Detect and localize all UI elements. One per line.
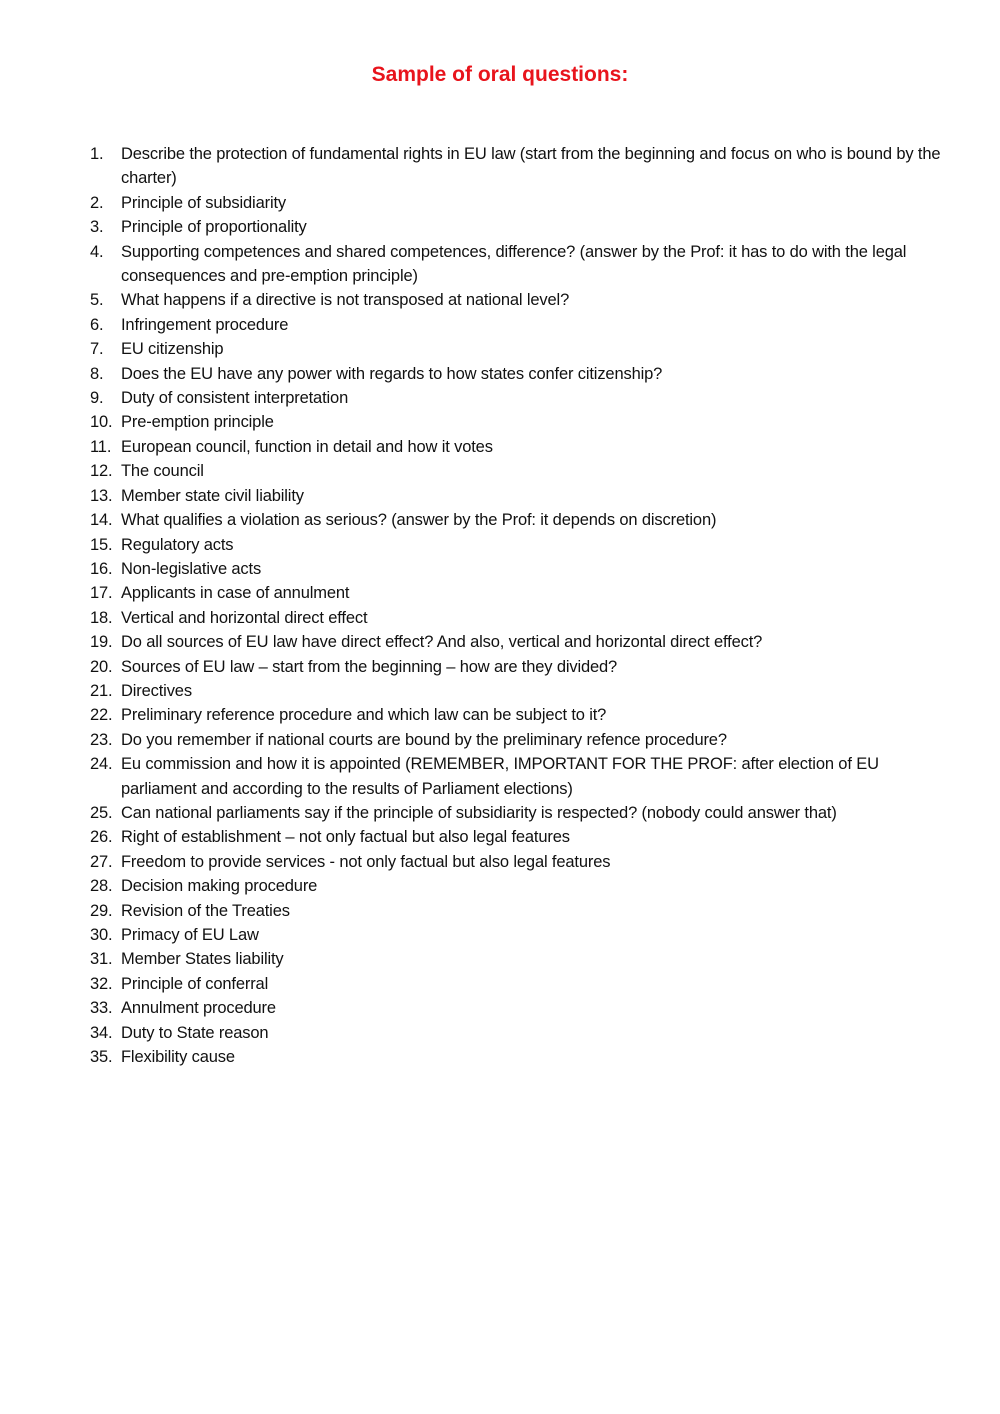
list-item (0, 996, 1000, 1020)
list-item-number: 29. (90, 901, 113, 920)
list-item-number: 7. (90, 340, 104, 359)
list-item-number: 22. (90, 706, 113, 725)
list-item-number: 31. (90, 950, 113, 969)
list-item (0, 947, 1000, 971)
list-item-number: 33. (90, 999, 113, 1018)
list-item (0, 752, 1000, 801)
list-item (0, 313, 1000, 337)
list-item-number: 16. (90, 559, 113, 578)
list-item-number: 34. (90, 1023, 113, 1042)
list-item (0, 484, 1000, 508)
list-item-text: Freedom to provide services - not only factual but also legal features (121, 852, 611, 871)
list-item-text: Revision of the Treaties (121, 901, 290, 920)
list-item-number: 5. (90, 291, 104, 310)
list-item-number: 12. (90, 462, 113, 481)
list-item-text: Describe the protection of fundamental rights in EU law (start from the beginning and focus on who is bound by the charter) (121, 145, 941, 188)
list-item-text: Do you remember if national courts are bound by the preliminary refence procedure? (121, 730, 727, 749)
list-item-text: Pre-emption principle (121, 413, 274, 432)
list-item-text: Non-legislative acts (121, 559, 262, 578)
list-item-number: 27. (90, 852, 113, 871)
list-item-text: Primacy of EU Law (121, 926, 259, 944)
list-item-number: 15. (90, 535, 113, 554)
list-item-number: 6. (90, 315, 104, 334)
list-item-text: Can national parliaments say if the principle of subsidiarity is respected? (nobody could answer that) (121, 803, 837, 822)
list-item-text: Does the EU have any power with regards to how states confer citizenship? (121, 364, 663, 383)
list-item-number: 35. (90, 1048, 113, 1067)
list-item-text: Directives (121, 681, 192, 700)
list-item-number: 26. (90, 828, 113, 847)
list-item-text: Flexibility cause (121, 1048, 235, 1067)
list-item-number: 19. (90, 633, 113, 652)
list-item-number: 14. (90, 511, 113, 530)
list-item (0, 825, 1000, 849)
list-item-text: Principle of conferral (121, 974, 269, 993)
list-item-number: 3. (90, 218, 104, 237)
list-item-text: European council, function in detail and how it votes (121, 437, 493, 456)
list-item (0, 606, 1000, 630)
list-item-number: 24. (90, 755, 113, 774)
list-item-text: Decision making procedure (121, 877, 318, 896)
list-item-number: 23. (90, 730, 113, 749)
list-item (0, 899, 1000, 923)
list-item-number: 8. (90, 364, 104, 383)
list-item (0, 142, 1000, 191)
list-item-number: 30. (90, 926, 113, 944)
list-item (0, 655, 1000, 679)
list-item-text: Annulment procedure (121, 999, 276, 1018)
list-item-text: Right of establishment – not only factual but also legal features (121, 828, 570, 847)
list-item-text: Duty to State reason (121, 1023, 269, 1042)
list-item-text: Sources of EU law – start from the beginning – how are they divided? (121, 657, 618, 676)
list-item (0, 508, 1000, 532)
list-item-number: 13. (90, 486, 113, 505)
list-item (0, 923, 1000, 947)
list-item-text: Duty of consistent interpretation (121, 389, 349, 408)
list-item (0, 1045, 1000, 1069)
list-item (0, 386, 1000, 410)
list-item-text: Principle of subsidiarity (121, 193, 286, 212)
list-item-text: Eu commission and how it is appointed (REMEMBER, IMPORTANT FOR THE PROF: after election of EU parliament and according to the results of Parliament elections) (121, 755, 879, 798)
list-item (0, 240, 1000, 289)
list-item (0, 874, 1000, 898)
list-item (0, 215, 1000, 239)
list-item (0, 728, 1000, 752)
list-item-text: Do all sources of EU law have direct effect? And also, vertical and horizontal direct effect? (121, 633, 763, 652)
list-item-number: 17. (90, 584, 113, 603)
list-item (0, 679, 1000, 703)
list-item-text: Infringement procedure (121, 315, 289, 334)
list-item (0, 850, 1000, 874)
list-item-text: EU citizenship (121, 340, 224, 359)
list-item (0, 410, 1000, 434)
list-item-number: 21. (90, 681, 113, 700)
list-item-text: Member States liability (121, 950, 284, 969)
list-item (0, 703, 1000, 727)
list-item-text: Regulatory acts (121, 535, 234, 554)
list-item (0, 801, 1000, 825)
list-item (0, 459, 1000, 483)
list-item-text: What qualifies a violation as serious? (answer by the Prof: it depends on discretion) (121, 511, 717, 530)
list-item (0, 337, 1000, 361)
list-item-number: 32. (90, 974, 113, 993)
list-item (0, 362, 1000, 386)
list-item-number: 11. (90, 437, 112, 456)
list-item-text: What happens if a directive is not transposed at national level? (121, 291, 570, 310)
list-item-text: Principle of proportionality (121, 218, 307, 237)
page-title: Sample of oral questions: (371, 63, 629, 86)
list-item-number: 10. (90, 413, 113, 432)
question-list (0, 142, 1000, 1069)
list-item-number: 20. (90, 657, 113, 676)
list-item-text: Member state civil liability (121, 486, 304, 505)
list-item-number: 9. (90, 389, 104, 408)
list-item (0, 533, 1000, 557)
list-item-number: 25. (90, 803, 113, 822)
list-item-text: Preliminary reference procedure and which law can be subject to it? (121, 706, 607, 725)
list-item (0, 288, 1000, 312)
list-item-number: 2. (90, 193, 104, 212)
list-item-text: Vertical and horizontal direct effect (121, 608, 368, 627)
list-item (0, 581, 1000, 605)
list-item (0, 435, 1000, 459)
list-item-number: 18. (90, 608, 113, 627)
list-item (0, 191, 1000, 215)
list-item-text: The council (121, 462, 204, 481)
list-item-text: Supporting competences and shared competences, difference? (answer by the Prof: it has to do with the legal consequences and pre-emption principle) (121, 242, 907, 286)
list-item-number: 28. (90, 877, 113, 896)
list-item (0, 557, 1000, 581)
list-item (0, 972, 1000, 996)
list-item (0, 630, 1000, 654)
list-item-number: 4. (90, 242, 104, 261)
list-item (0, 1021, 1000, 1045)
list-item-number: 1. (90, 145, 104, 163)
list-item-text: Applicants in case of annulment (121, 584, 350, 603)
